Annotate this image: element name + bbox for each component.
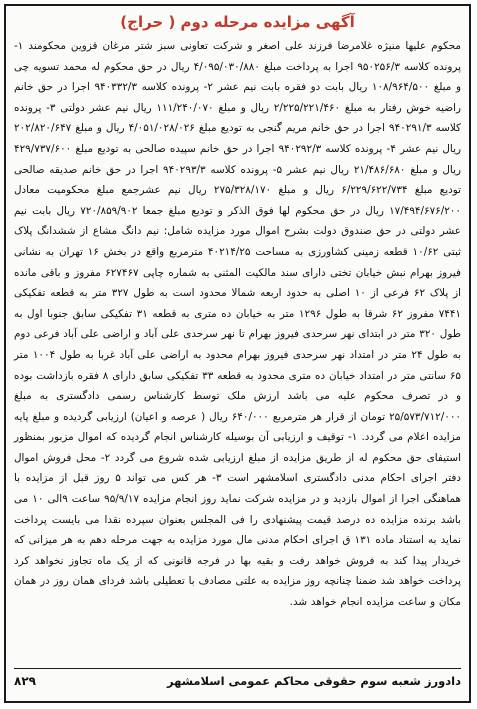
- auction-notice: [4, 4, 471, 703]
- notice-body: محکوم علیها منیژه غلامرضا فرزند علی اصغر و شرکت تعاونی سبز شتر مرغان قزوین محکومند ۱- پرونده کلاسه ۹۵۰۲۵۶/۳ اجرا به پرداخت مبلغ ۴/۰۹۵/۰۳۰/۸۸۰ ریال در حق محکوم له محمد تسویه چی و مبلغ ۱۰۸/۹۶۴/۵۰۰ ریال بابت دو فقره بابت نیم عشر ۲- پرونده کلاسه ۹۴۰۳۳۲/۳ اجرا در حق خانم راضیه خوش رفتار به مبلغ ۲/۲۲۵/۲۲۱/۴۶۰ ریال و مبلغ ۱۱۱/۲۴۰/۰۷۰ ریال نیم عشر دولتی ۳- پرونده کلاسه ۹۴۰۲۹۱/۳ اجرا در حق خانم مریم گنجی به تودیع مبلغ ۴/۰۵۱/۰۲۸/۰۲۶ ریال و مبلغ ۲۰۲/۸۲۰/۶۴۷ ریال نیم عشر ۴- پرونده کلاسه ۹۴۰۲۹۲/۳ اجرا در حق خانم سپیده صالحی به تودیع مبلغ ۴۲۹/۷۳۷/۶۰۰ ریال و مبلغ ۲۱/۴۸۶/۶۸۰ ریال نیم عشر ۵- پرونده کلاسه ۹۴۰۲۹۳/۳ اجرا در حق خانم صدیقه صالحی تودیع مبلغ ۶/۲۲۹/۶۲۲/۷۳۴ ریال و مبلغ ۲۷۵/۳۲۸/۱۷۰ ریال نیم عشرجمع مبلغ محکومیت معادل ۱۷/۴۹۴/۶۷۶/۲۰۰ ریال در حق محکوم لها فوق الذکر و تودیع مبلغ جمعا ۷۲۰/۸۵۹/۹۰۲ ریال بابت نیم عشر دولتی در حق صندوق دولت بشرح اموال مورد مزایده شامل: نیم دانگ مشاع از ششدانگ پلاک ثبتی ۱۰/۶۲ قطعه زمینی کشاورزی به مساحت ۴۰۲۱۴/۲۵ مترمربع واقع در بخش ۱۶ تهران به نشانی فیروز بهرام نبش خیابان تختی دارای سند مالکیت المثنی به شماره چاپی ۶۲۷۴۶۷ مفروز و باقی مانده از پلاک ۶۲ فرعی از ۱۰ اصلی به حدود اربعه شمالا محدود است به طول ۳۲۷ متر به قطعه تفکیکی ۷۴۴۱ مفروز ۶۲ شرقا به طول ۱۲۹۶ متر به خیابان ده متری به قطعه ۳۱ تفکیکی سابق جنوبا اول به طول ۳۲۰ متر در ابتدای نهر سرحدی فیروز بهرام تا نهر سرحدی علی آباد و اراضی علی آباد فرعی دوم به طول ۲۴ متر در امتداد نهر سرحدی فیروز بهرام محدود به اراضی علی آباد غربا به طول ۱۰۰۴ متر ۶۵ سانتی متر در امتداد خیابان ده متری محدود به قطعه ۳۳ تفکیکی سابق دارای ۸ فقره بازداشت بوده و در تصرف محکوم علیه می باشد ارزش ملک توسط کارشناس رسمی دادگستری به مبلغ ۲۵/۵۷۳/۷۱۲/۰۰۰ تومان از قرار هر مترمربع ۶۴۰/۰۰۰ ریال ( عرصه و اعیان) ارزیابی گردیده و مبلغ پایه مزایده اعلام می گردد. ۱- توقیف و ارزیابی آن بوسیله کارشناس انجام گردیده که اموال مزبور بمنظور استیفای حق محکوم له از طریق مزایده از مبلغ ارزیابی شده شروع می گردد ۲- محل فروش اموال دفتر اجرای احکام مدنی دادگستری اسلامشهر است ۳- هر کس می تواند ۵ روز قبل از مزایده با هماهنگی اجرا از اموال بازدید و در مزایده شرکت نماید روز انجام مزایده ۹۵/۹/۱۷ ساعت ۹الی ۱۰ می باشد برنده مزایده ده درصد قیمت پیشنهادی را فی المجلس بعنوان سپرده نقدا می بایست پرداخت نماید به استناد ماده ۱۳۱ ق اجرای احکام مدنی مال مورد مزایده به جهت مرحله دهم به هر میزانی که خریدار پیدا کند به فروش خواهد رفت و بقیه بها در فرجه قانونی که از یک ماه تجاوز نخواهد کرد پرداخت خواهد شد ضمنا چنانچه روز مزایده به علتی مصادف با تعطیلی باشد فردای همان روز در همان مکان و ساعت مزایده انجام خواهد شد.: [14, 40, 462, 609]
- notice-signature: دادورز شعبه سوم حقوقی محاکم عمومی اسلامشهر: [166, 674, 461, 688]
- notice-footer: [14, 668, 461, 693]
- notice-title: آگهی مزایده مرحله دوم ( حراج): [120, 13, 355, 31]
- notice-code: ۸۲۹: [14, 674, 36, 688]
